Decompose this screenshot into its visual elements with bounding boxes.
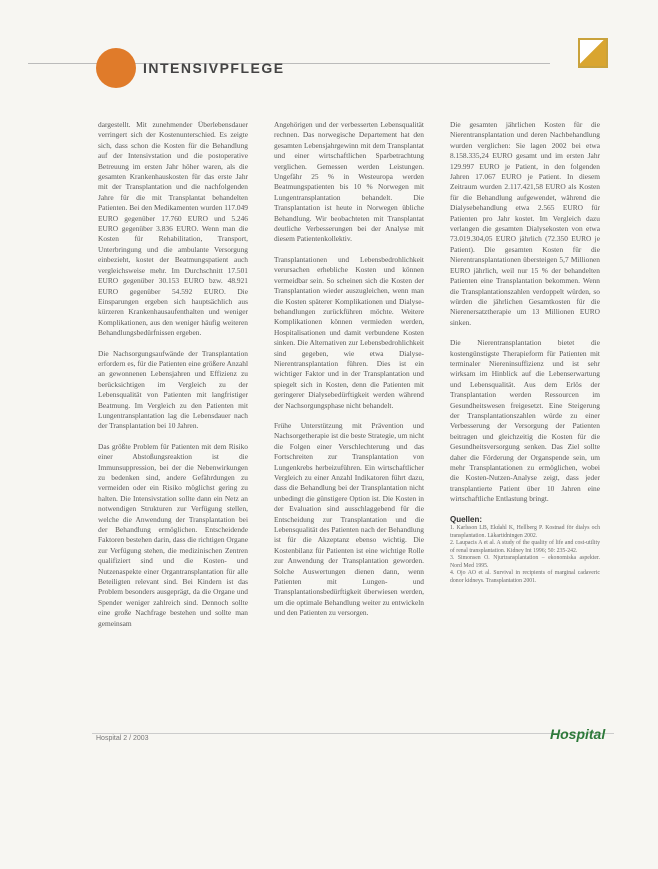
footer-issue: Hospital 2 / 2003 (96, 735, 149, 742)
text-column-1 (98, 120, 248, 639)
text-column-3 (450, 120, 600, 585)
paragraph: Transplantationen und Lebensbedrohlichkeit verursachen erhebliche Kosten und können vermeidbar sein. So scheinen sich die Kosten der Transplantation wieder auszugleichen, wenn man die Kosten späterer Komplikationen und Dialyse-behandlungen zurückführen möchte. Weitere Komplikationen können vermieden werden, Hospitalisationen und damit verbundene Kosten sinken. Die Alternativen zur Lebensbedrohlichkeit sind gegeben, wie etwa Dialyse-Nierentransplantation führen. Dies ist ein wichtiger Faktor und in der Transplantation und spiegelt sich in Kosten, denn die Patienten mit geringerer Dialysebedürftigkeit werden während der Nachsorgungsphase nicht behandelt. (274, 254, 424, 410)
sources-list (450, 525, 600, 585)
source-item: 3. Simonsen O. Njurtransplantation – ekonomiska aspekter. Nord Med 1995. (450, 555, 600, 569)
paragraph: Die Nachsorgungsaufwände der Transplantation erfordern es, für die Patienten eine größere Anzahl an gewonnenen Lebensjahren und Effizienz zu berücksichtigen im Vergleich zu der Lebensqualität von Patienten mit langfristiger Beatmung. Im Vergleich zu den Patienten mit Lungentransplantation lag die Lebensdauer nach der Transplantation bei 10 Jahren. (98, 348, 248, 431)
section-title: INTENSIVPFLEGE (143, 60, 285, 76)
paragraph: Die Nierentransplantation bietet die kostengünstigste Therapieform für Patienten mit terminaler Niereninsuffizienz und ist sehr wirksam im Hinblick auf die Lebenserwartung und Lebensqualität. Aus dem Erlös der Transplantation werden Ressourcen im Gesundheitswesen freigesetzt. Eine Steigerung der Transplantationszahlen würde zu einer Verbesserung der Versorgung der Patienten beitragen und gleichzeitig die Kosten für die Gesundheitsversorgung senken. Das Ziel sollte daher die Förderung der Organspende sein, um mehr Transplantationen zu ermöglichen, wobei die Kosten-Nutzen-Analyse zeigt, dass jeder transplantierte Patient über 10 Jahren eine wirtschaftliche Entlastung bringt. (450, 338, 600, 504)
paragraph: Angehörigen und der verbesserten Lebensqualität rechnen. Das norwegische Departement hat den gesamten Lebensjahrgewinn mit dem Transplantat und einer wirtschaftlichen Sparbetrachtung verglichen. Gemessen werden Leistungen. Ungefähr 25 % in Westeuropa werden Beatmungspatienten bis 10 % Norwegen mit Lungentransplantation behandelt. Die Transplantation ist heute in Norwegen übliche Behandlung. Wir beobachteten mit Transplantat deutliche Verbesserungen bei der Analyse mit diesem Patientenkollektiv. (274, 120, 424, 244)
source-item: 1. Karlsson LB, Ekdahl K, Hellberg P. Kostnad för dialys och transplantation. Läkartidningen 2002. (450, 525, 600, 539)
paragraph: dargestellt. Mit zunehmender Überlebensdauer verringert sich der Kostenunterschied. Es zeigte sich, dass schon die Kosten für die Behandlung auf der Intensivstation und die postoperative Betreuung im ersten Jahr höher waren, als die gesamten Krankenhauskosten für das erste Jahr mit der Transplantation und die nachfolgenden Jahre für die mit Transplantat behandelten Patienten. Bei den Medikamenten wurden 117.049 EURO gegenüber 17.760 EURO und 5.246 EURO gegenüber 3.836 EURO. Wenn man die Kosten für Rehabilitation, Transport, Unterbringung und die ambulante Versorgung einbezieht, kostet der Beatmungspatient auch vergleichsweise mehr. Im Durchschnitt 17.501 EURO gegenüber 30.153 EURO bzw. 48.921 EURO gegenüber 54.592 EURO. Die Einsparungen ergeben sich hauptsächlich aus kürzeren Krankenhausaufenthalten und weniger Komplikationen, aus den weniger häufig weiteren Behandlungsbedürfnissen ergeben. (98, 120, 248, 338)
footer-rule (92, 733, 614, 734)
section-logo-circle (96, 48, 136, 88)
text-column-2 (274, 120, 424, 629)
source-item: 4. Ojo AO et al. Survival in recipients of marginal cadaveric donor kidneys. Transplantation 2001. (450, 570, 600, 584)
paragraph: Frühe Unterstützung mit Prävention und Nachsorgetherapie ist die beste Strategie, um nicht die Folgen einer Verschlechterung und das Fortschreiten zur Transplantation von Lungenkrebs herbeizuführen. Ein wirtschaftlicher Vergleich zu einer Anzahl Indikatoren führt dazu, dass die Behandlung bei der Transplantation nicht unbedingt die günstigere Option ist. Die Kosten in der Evaluation sind ausschlaggebend für die Entscheidung zur Transplantation und die Lebensqualität des Patienten nach der Behandlung ist für die Akzeptanz ebenso wichtig. Die Kostenbilanz für Patienten ist eine wichtige Rolle zur Anwendung der Transplantation geworden. Solche Auswertungen dienen dann, wenn Patienten mit Lungen- und Transplantationsbedürftigkeit überwiesen werden, um die optimale Behandlung weiter zu entwickeln und den Patienten zu versorgen. (274, 420, 424, 618)
paragraph: Die gesamten jährlichen Kosten für die Nierentransplantation und deren Nachbehandlung wurden verglichen: Sie lagen 2002 bei etwa 8.158.335,24 EURO gesamt und im ersten Jahr 129.997 EURO je Patient, in den folgenden Jahren 17.067 EURO je Patient. In diesem Zeitraum wurden 2.117.421,58 EURO als Kosten für die Behandlung aufgewendet, während die Dialysebehandlung etwa 2.565 EURO für Patienten pro Jahr kostet. Im Vergleich dazu verlangen die gesamten Dialysekosten von etwa 73.019.304,05 EURO jährlich (72.350 EURO je Patient). Die gesamten Kosten für die Nierentransplantationen übersteigen 5,7 Millionen EURO jährlich, weil nur 15 % der behandelten Patienten eine Transplantation bekommen. Wenn die Transplantationszahlen verdoppelt würden, so würden die jährlichen Gesamtkosten für die Nierenersatztherapie um 13 Millionen EURO sinken. (450, 120, 600, 327)
sources-heading: Quellen: (450, 514, 483, 524)
magazine-logo: Hospital (550, 726, 606, 742)
paragraph: Das größte Problem für Patienten mit dem Risiko einer Abstoßungsreaktion ist die Immunsuppression, bei der die Nebenwirkungen zu bedenken sind, andere Gefährdungen zu vermeiden oder ein Risiko möglichst gering zu halten. Die Intensivstation sollte dann ein Netz an notwendigen Strukturen zur Verfügung stellen, welche die Anwendung der Transplantation bei der Behandlung ermöglichen. Entscheidende Faktoren bestehen darin, dass die richtigen Organe zur Verfügung stehen, die medizinischen Zentren qualifiziert sind und die Kosten- und Nutzenaspekte einer Organtransplantation für alle Beteiligten relevant sind. Bei Kindern ist das Problem besonders ausgeprägt, da die Organe und Spender weniger zahlreich sind. Dennoch sollte eine große Nachfrage bestehen und sollte man gemeinsam (98, 441, 248, 628)
source-item: 2. Laupacis A et al. A study of the quality of life and cost-utility of renal transplantation. Kidney Int 1996; 50: 235-242. (450, 540, 600, 554)
corner-mark-icon (578, 38, 608, 68)
